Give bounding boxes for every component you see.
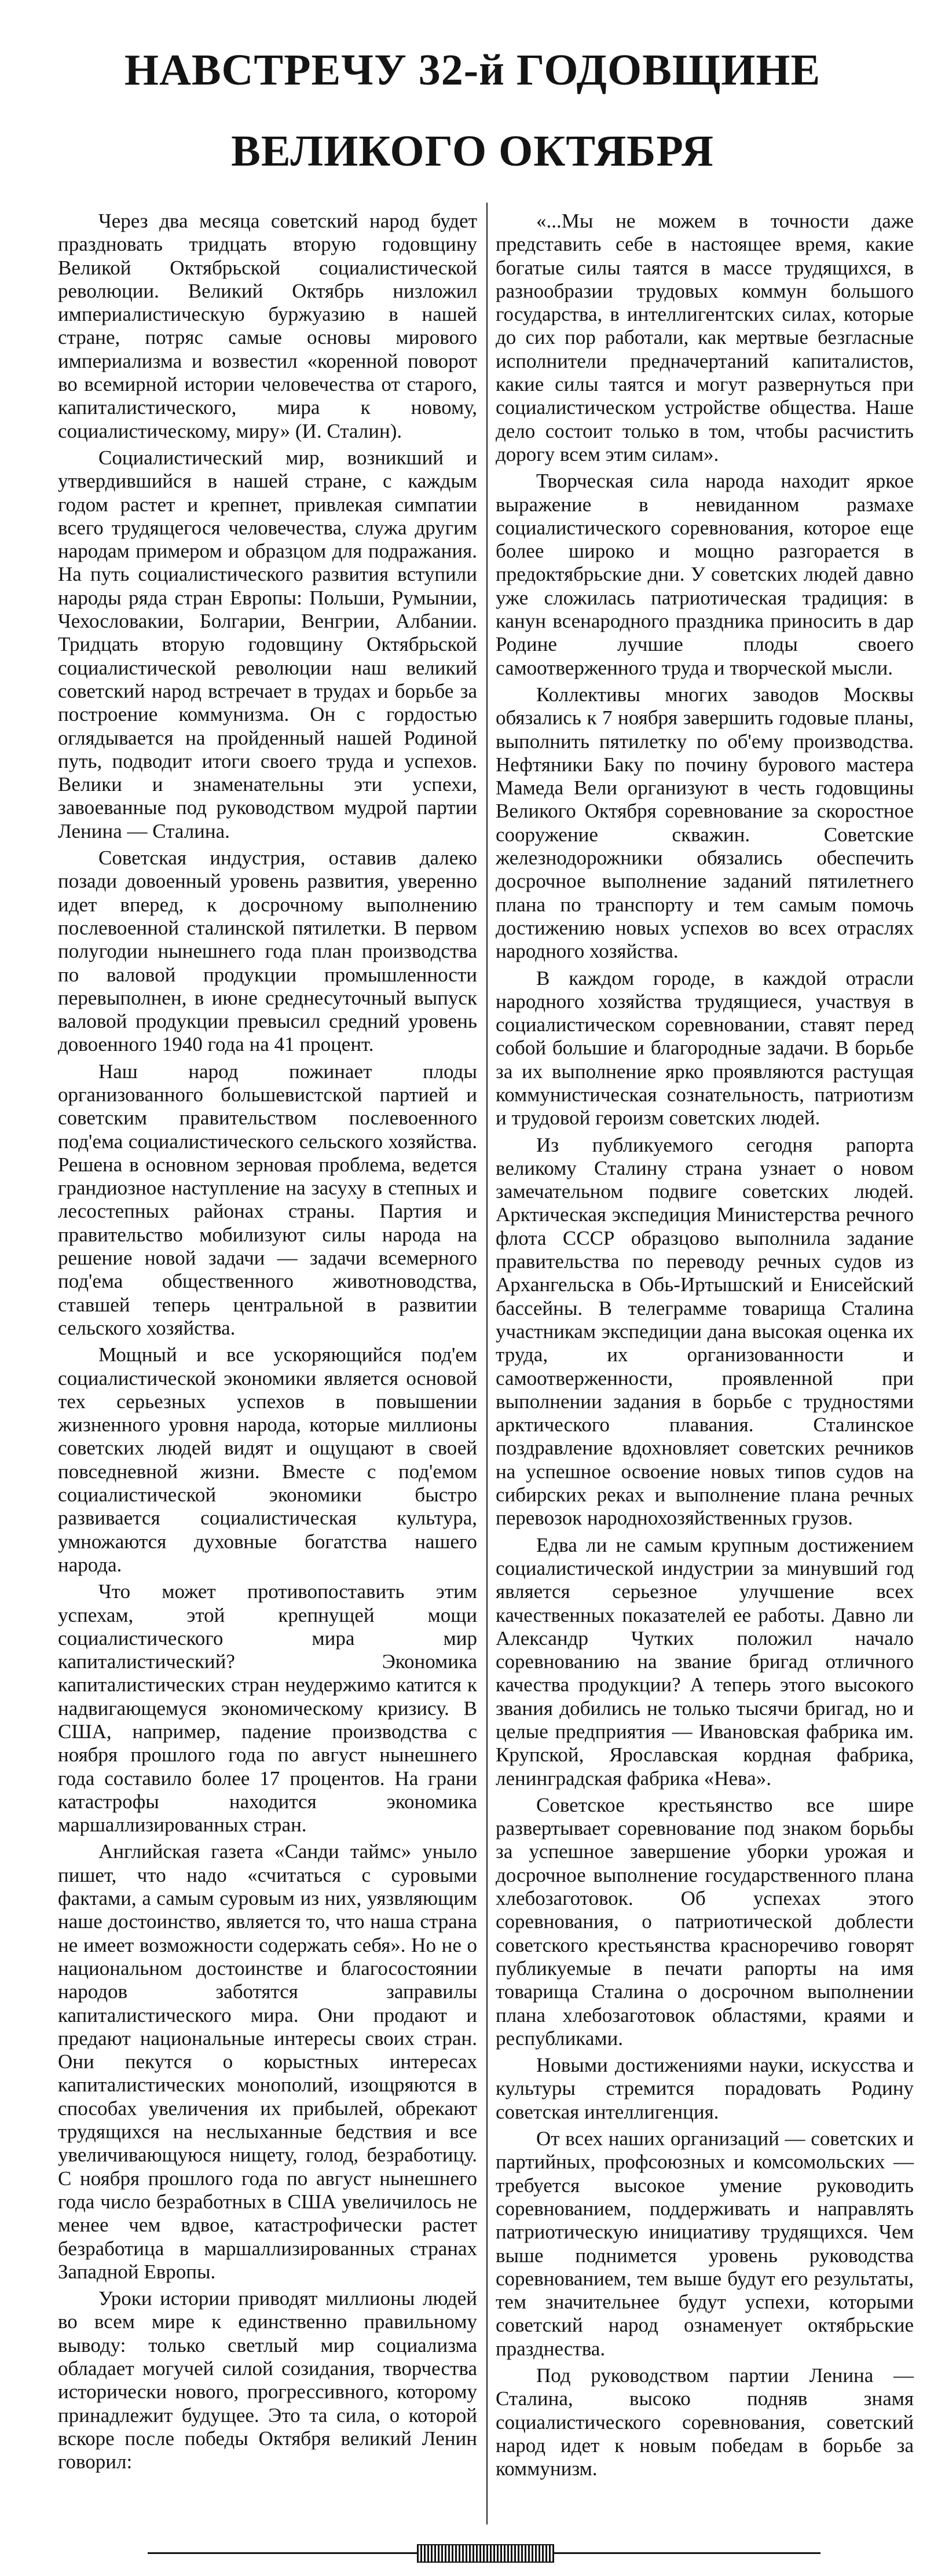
end-rule-right bbox=[554, 2552, 821, 2554]
paragraph: Из публикуемого сегодня рапорта великому Сталину страна узнает о новом замечательном подвиге советских людей. Арктическая экспедиция Министерства речного флота СССР образцово выполнила задание правительства по переводу речных судов из Архангельска в Обь-Иртышский и Енисейский бассейны. В телеграмме товарища Сталина участникам экспедиции дана высокая оценка их труда, их организованности и самоотверженности, проявленной при выполнении задания в борьбе с трудностями арктического плавания. Сталинское поздравление вдохновляет советских речников на успешное освоение новых типов судов на сибирских реках и выполнение плана речных перевозок народнохозяйственных грузов. bbox=[496, 1133, 914, 1530]
paragraph: Советское крестьянство все шире развертывает соревнование под знаком борьбы за успешное завершение уборки урожая и досрочное выполнение государственного плана хлебозаготовок. Об успехах этого соревнования, о патриотической доблести советского крестьянства красноречиво говорят публикуемые в печати рапорты на имя товарища Сталина о досрочном выполнении плана хлебозаготовок областями, краями и республиками. bbox=[496, 1793, 914, 2050]
paragraph: Наш народ пожинает плоды организованного большевистской партией и советским правительством послевоенного под'ема социалистического сельского хозяйства. Решена в основном зерновая проблема, ведется грандиозное наступление на засуху в степных и лесостепных районах страны. Партия и правительство мобилизуют силы народа на решение новой задачи — задачи всемерного под'ема общественного животноводства, ставшей теперь центральной в развитии сельского хозяйства. bbox=[58, 1060, 477, 1339]
paragraph: Творческая сила народа находит яркое выражение в невиданном размахе социалистического соревнования, которое еще более широко и мощно разгорается в предоктябрьские дни. У советских людей давно уже сложилась патриотическая традиция: в канун всенародного праздника приносить в дар Родине лучшие плоды своего самоотверженного труда и творческой мысли. bbox=[496, 470, 914, 679]
paragraph: Что может противопоставить этим успехам, этой крепнущей мощи социалистического мира мир капиталистический? Экономика капиталистических стран неудержимо катится к надвигающемуся экономическому кризису. В США, например, падение производства с ноября прошлого года по август нынешнего года составило более 17 процентов. На грани катастрофы находится экономика маршаллизированных стран. bbox=[58, 1580, 477, 1837]
lenin-quote: «...Мы не можем в точности даже представить себе в настоящее время, какие богатые силы таятся в массе трудящихся, в разнообразии трудовых коммун большого государства, в интеллигентских силах, которые до сих пор работали, как мертвые безгласные исполнители предначертаний капиталистов, какие силы таятся и могут развернуться при социалистическом устройстве общества. Наше дело состоит только в том, чтобы расчистить дорогу всем этим силам». bbox=[496, 210, 914, 466]
paragraph: Едва ли не самым крупным достижением социалистической индустрии за минувший год является серьезное улучшение всех качественных показателей ее работы. Давно ли Александр Чутких положил начало соревнованию на звание бригад отличного качества продукции? А теперь этого высокого звания добились не только тысячи бригад, но и целые предприятия — Ивановская фабрика им. Крупской, Ярославская кордная фабрика, ленинградская фабрика «Нева». bbox=[496, 1533, 914, 1790]
left-column bbox=[58, 210, 477, 2478]
headline-line-2 bbox=[58, 127, 887, 176]
end-rule-ornament bbox=[417, 2544, 554, 2563]
paragraph: Через два месяца советский народ будет праздновать тридцать вторую годовщину Великой Октябрьской социалистической революции. Великий Октябрь низложил империалистическую буржуазию в нашей стране, потряс самые основы мирового империализма и возвестил «коренной поворот во всемирной истории человечества от старого, капиталистического, мира к новому, социалистическому, миру» (И. Сталин). bbox=[58, 210, 477, 442]
paragraph: В каждом городе, в каждой отрасли народного хозяйства трудящиеся, участвуя в социалистическом соревновании, ставят перед собой большие и благородные задачи. В борьбе за их выполнение ярко проявляются растущая коммунистическая сознательность, патриотизм и трудовой героизм советских людей. bbox=[496, 966, 914, 1130]
paragraph: Мощный и все ускоряющийся под'ем социалистической экономики является основой тех серьезных успехов в повышении жизненного уровня народа, которые миллионы советских людей видят и ощущают в своей повседневной жизни. Вместе с под'емом социалистической экономики быстро развивается социалистическая культура, умножаются духовные богатства нашего народа. bbox=[58, 1343, 477, 1576]
paragraph: Под руководством партии Ленина — Сталина, высоко подняв знамя социалистического соревнования, советский народ идет к новым победам в борьбе за коммунизм. bbox=[496, 2364, 914, 2480]
right-column bbox=[496, 210, 914, 2485]
headline-text-2: ВЕЛИКОГО ОКТЯБРЯ bbox=[231, 127, 714, 175]
paragraph: От всех наших организаций — советских и партийных, профсоюзных и комсомольских — требуется высокое умение руководить соревнованием, поддерживать и направлять патриотическую инициативу трудящихся. Чем выше поднимется уровень руководства соревнованием, тем выше будут его результаты, тем значительнее будут успехи, которыми советский народ ознаменует октябрьские празднества. bbox=[496, 2127, 914, 2360]
headline-line-1 bbox=[58, 46, 887, 95]
paragraph: Английская газета «Санди таймс» уныло пишет, что надо «считаться с суровыми фактами, а самым суровым из них, уязвляющим наше достоинство, является то, что наша страна не имеет возможности содержать себя». Но не о национальном достоинстве и благосостоянии народов заботятся заправилы капиталистического мира. Они продают и предают национальные интересы своих стран. Они пекутся о корыстных интересах капиталистических монополий, изощряются в способах увеличения их прибылей, обрекают трудящихся на неслыханные бедствия и все увеличивающуюся нищету, голод, безработицу. С ноября прошлого года по август нынешнего года число безработных в США увеличилось не менее чем вдвое, катастрофически растет безработица в маршаллизированных странах Западной Европы. bbox=[58, 1840, 477, 2283]
headline-text-1: НАВСТРЕЧУ 32-й ГОДОВЩИНЕ bbox=[124, 46, 821, 94]
paragraph: Советская индустрия, оставив далеко позади довоенный уровень развития, уверенно идет вперед, к досрочному выполнению послевоенной сталинской пятилетки. В первом полугодии нынешнего года план производства по валовой продукции промышленности перевыполнен, в июне среднесуточный выпуск валовой продукции превысил средний уровень довоенного 1940 года на 41 процент. bbox=[58, 847, 477, 1056]
end-rule-left bbox=[148, 2552, 417, 2554]
column-divider bbox=[486, 203, 488, 2524]
paragraph: Социалистический мир, возникший и утвердившийся в нашей стране, с каждым годом растет и крепнет, привлекая симпатии всего трудящегося человечества, служа другим народам примером и образцом для подражания. На путь социалистического развития вступили народы ряда стран Европы: Польши, Румынии, Чехословакии, Болгарии, Венгрии, Албании. Тридцать вторую годовщину Октябрьской социалистической революции наш великий советский народ встречает в трудах и борьбе за построение коммунизма. Он с гордостью оглядывается на пройденный нашей Родиной путь, подводит итоги своего труда и успехов. Велики и знаменательны эти успехи, завоеванные под руководством мудрой партии Ленина — Сталина. bbox=[58, 446, 477, 842]
paragraph: Новыми достижениями науки, искусства и культуры стремится порадовать Родину советская интеллигенция. bbox=[496, 2054, 914, 2123]
paragraph: Коллективы многих заводов Москвы обязались к 7 ноября завершить годовые планы, выполнить пятилетку по об'ему производства. Нефтяники Баку по почину бурового мастера Мамеда Вели организуют в честь годовщины Великого Октября соревнование за скоростное сооружение скважин. Советские железнодорожники обязались обеспечить досрочное выполнение заданий пятилетнего плана по транспорту и тем самым помочь достижению новых успехов во всех отраслях народного хозяйства. bbox=[496, 683, 914, 963]
paragraph: Уроки истории приводят миллионы людей во всем мире к единственно правильному выводу: только светлый мир социализма обладает могучей силой созидания, творчества исторически нового, прогрессивного, которому принадлежит будущее. Это та сила, о которой вскоре после победы Октября великий Ленин говорил: bbox=[58, 2287, 477, 2474]
